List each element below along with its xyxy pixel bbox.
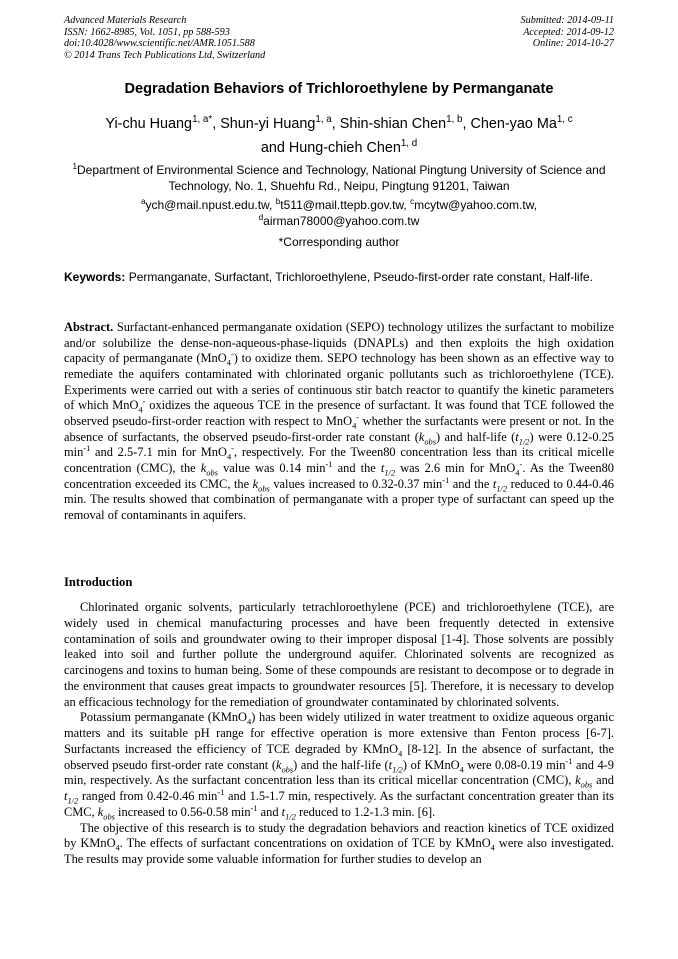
email-link[interactable]: ych@mail.npust.edu.tw,: [145, 198, 276, 212]
paper-title: Degradation Behaviors of Trichloroethylene by Permanganate: [124, 81, 554, 97]
intro-paragraph: The objective of this research is to study the degradation behaviors and reaction kinetics of TCE oxidized by KMnO$_4$. The effects of surfactant concentrations on oxidation of TCE by KMnO$_4$ were also investigated. The results may provide some valuable information for further studies to develop an: [64, 820, 614, 866]
introduction-heading: Introduction: [64, 575, 133, 589]
author-affil-mark: 1, a: [315, 114, 332, 126]
author-affil-mark: 1, b: [446, 114, 463, 126]
author-affil-mark: 1, d: [400, 138, 418, 150]
accepted-date: Accepted: 2014-09-12: [523, 26, 614, 38]
author-name: Chen-yao Ma: [470, 116, 557, 132]
journal-name: Advanced Materials Research: [64, 15, 187, 26]
journal-header: [64, 15, 265, 61]
email-list: $^a$ych@mail.npust.edu.tw, $^b$t511@mail.ttepb.gov.tw, $^c$mcytw@yahoo.com.tw, $^d$airman78000@yahoo.com.tw: [140, 197, 538, 228]
author-name: Shun-yi Huang: [220, 116, 316, 132]
keywords-label: Keywords:: [64, 270, 126, 284]
doi-line: doi:10.4028/www.scientific.net/AMR.1051.588: [64, 38, 255, 50]
introduction-body: [64, 600, 614, 868]
submitted-date: Submitted: 2014-09-11: [520, 15, 614, 26]
author-affil-mark: 1, c: [556, 114, 573, 126]
author-name: Yi-chu Huang: [105, 116, 193, 132]
intro-paragraph: Chlorinated organic solvents, particularly tetrachloroethylene (PCE) and trichloroethylene (TCE), are widely used in chemical manufacturing processes and have been frequently detected in extensive contamination of soils and groundwater owing to their improper disposal [1-4]. Those solvents are possibly leaked into soil and further pollute the underground aquifer. Chlorinated solvents are recognized as carcinogens and toxins to human being. Some of these compounds are resistant to decompose or to degrade in the environment that causes great impacts to groundwater resources [5]. Therefore, it is necessary to develop an efficacious technology for the remediation of groundwater contaminated by chlorinated solvents.: [64, 600, 614, 709]
intro-paragraph: Potassium permanganate (KMnO$_4$) has been widely utilized in water treatment to oxidize aqueous organic matters and its suitable pH range for effective operation is more extensive than Fenton process [6-7]. Surfactants increased the efficiency of TCE degraded by KMnO$_4$ [8-12]. In the absence of surfactant, the observed pseudo first-order rate constant $(k_{obs})$ and the half-life $(t_{1/2})$ of KMnO$_4$ were 0.08-0.19 $\min^{-1}$ and 4-9 min, respectively. As the surfactant concentration less than its critical micellar concentration (CMC), $k_{obs}$ and $t_{1/2}$ ranged from 0.42-0.46 $\min^{-1}$ and 1.5-1.7 min, respectively. As the surfactant concentration greater than its CMC, $k_{obs}$ increased to 0.56-0.58 $\min^{-1}$ and $t_{1/2}$ reduced to 1.2-1.3 min. [6].: [64, 710, 614, 822]
issn-line: ISSN: 1662-8985, Vol. 1051, pp 588-593: [64, 26, 230, 38]
author-list: Yi-chu Huang$^{1, a*}$, Shun-yi Huang$^{1, a}$, Shin-shian Chen$^{1, b}$, Chen-yao Ma$^{1, c}$ and Hung-chieh Chen$^{1, d}$: [105, 114, 573, 156]
keywords-text: Permanganate, Surfactant, Trichloroethylene, Pseudo-first-order rate constant, Half-life.: [125, 270, 593, 284]
keywords: [64, 270, 614, 286]
online-date: Online: 2014-10-27: [532, 38, 614, 50]
author-affil-mark: 1, a*: [192, 114, 213, 126]
copyright-line: © 2014 Trans Tech Publications Ltd, Switzerland: [64, 49, 266, 61]
email-link[interactable]: t511@mail.ttepb.gov.tw,: [280, 198, 411, 212]
email-link[interactable]: airman78000@yahoo.com.tw: [263, 213, 420, 228]
affiliation: $^1$Department of Environmental Science and Technology, National Pingtung University of Science and Technology, No. 1, Shuehfu Rd., Neipu, Pingtung 91201, Taiwan: [72, 162, 606, 193]
author-name: Hung-chieh Chen: [288, 140, 401, 156]
abstract-label: Abstract.: [64, 320, 114, 334]
dates-header: [521, 15, 614, 50]
email-link[interactable]: mcytw@yahoo.com.tw,: [414, 198, 538, 212]
abstract: Abstract. Surfactant-enhanced permanganate oxidation (SEPO) technology utilizes the surfactant to mobilize and/or solubilize the dense-non-aqueous-phase-liquids (DNAPLs) and then exploits the high oxidation capacity of permanganate (MnO$_4$-) to oxidize them. SEPO technology has been shown as an effective way to remediate the aquifers contaminated with chlorinated organic pollutants such as trichloroethylene (TCE). Experiments were carried out with a series of continuous stir batch reactor to quantify the kinetic parameters of which MnO$_4$- oxidizes the aqueous TCE in the presence of surfactant. It was found that TCE followed the observed pseudo-first-order reaction with respect to MnO$_4$- whether the surfactants were present or not. In the absence of surfactants, the observed pseudo-first-order rate constant $(k_{obs})$ and half-life $(t_{1/2})$ were 0.12-0.25 $\min^{-1}$ and 2.5-7.1 min for MnO$_4$-, respectively. For the Tween80 concentration less than its critical micelle concentration (CMC), the $k_{obs}$ value was 0.14 $\min^{-1}$ and the $t_{1/2}$ was 2.6 min for MnO$_4$-. As the Tween80 concentration exceeded its CMC, the $k_{obs}$ values increased to 0.32-0.37 $\min^{-1}$ and the $t_{1/2}$ reduced to 0.44-0.46 min. The results showed that combination of permanganate with a proper type of surfactant can speed up the removal of contaminants in aquifers.: [64, 320, 614, 522]
corresponding-author-note: *Corresponding author: [278, 235, 400, 249]
author-name: Shin-shian Chen: [339, 116, 447, 132]
